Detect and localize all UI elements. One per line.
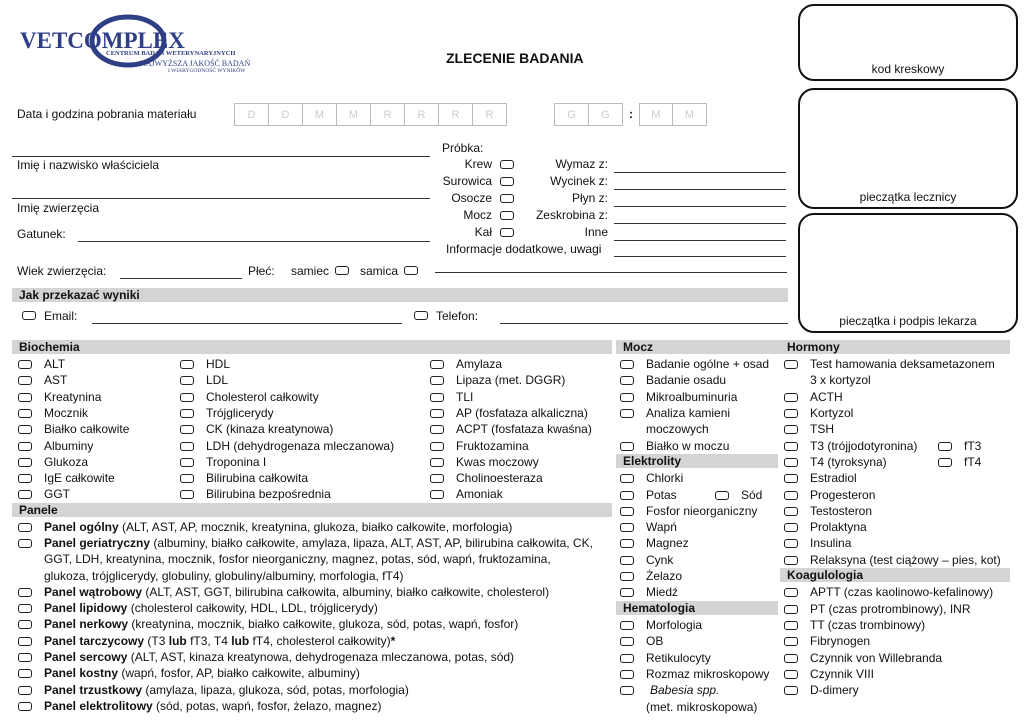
biochem-col3-item-checkbox[interactable] [430, 474, 444, 483]
electrolyte-item-checkbox[interactable] [620, 556, 634, 565]
electrolyte-item-checkbox[interactable] [620, 507, 634, 516]
email-checkbox[interactable] [22, 311, 36, 320]
hormone-item-checkbox[interactable] [784, 523, 798, 532]
biochem-col1-item-label: ALT [44, 357, 66, 371]
biochem-col3-item-label: Amoniak [456, 487, 503, 502]
panel-label [44, 519, 512, 535]
sample-label: Próbka: [442, 141, 484, 155]
panel-name: Panel trzustkowy [44, 683, 143, 697]
panel-desc-part: fT4, cholesterol całkowity) [249, 634, 391, 648]
coagulation-item-checkbox[interactable] [784, 621, 798, 630]
biochem-col3-item-checkbox[interactable] [430, 376, 444, 385]
electrolyte-item-label: Potas [646, 488, 677, 502]
biochem-col1-item-label: Kreatynina [44, 389, 102, 404]
panel-label [44, 682, 409, 698]
hormones-header: Hormony [780, 340, 1010, 354]
urine-item-label: Badanie osadu [646, 373, 727, 387]
date-cell[interactable]: M [303, 103, 337, 126]
page-title: ZLECENIE BADANIA [446, 50, 584, 66]
hormone-item-label: Testosteron [810, 504, 873, 518]
electrolyte-item-checkbox[interactable] [620, 491, 634, 500]
electrolyte-item-label: Magnez [646, 536, 689, 550]
biopsy-label: Wycinek z: [550, 174, 608, 188]
biochem-col1-item-label: Mocznik [44, 405, 89, 420]
hematology-item-checkbox[interactable] [620, 621, 634, 630]
biochem-col1-item-checkbox[interactable] [18, 393, 32, 402]
biochem-col2-item-checkbox[interactable] [180, 490, 194, 499]
hematology-item-label: Morfologia [646, 618, 703, 632]
panel-checkbox[interactable] [18, 669, 32, 678]
hormone-item-checkbox[interactable] [784, 556, 798, 565]
hormone-item-label: T3 (trójjodotyronina) [810, 439, 918, 453]
panel-label [44, 584, 549, 600]
owner-field[interactable] [12, 198, 430, 199]
sample-plasma-label: Osocze [451, 191, 492, 205]
male-label: samiec [291, 264, 330, 278]
hormone-item-checkbox[interactable] [938, 442, 952, 451]
biochem-col2-item-label: Bilirubina bezpośrednia [206, 487, 331, 502]
panel-desc: (albuminy, białko całkowite, amylaza, lipaza, ALT, AST, AP, bilirubina całkowita, CK, [150, 536, 593, 550]
hematology-item-checkbox[interactable] [620, 686, 634, 695]
electrolyte-item-label: Wapń [646, 520, 677, 534]
sex-label: Płeć: [248, 264, 275, 278]
panel-label [44, 633, 395, 649]
coagulation-item-label: Fibrynogen [810, 634, 871, 648]
panel-desc-cont: glukoza, trójglicerydy, globuliny, globuliny/albuminy, morfologia, fT4) [44, 568, 404, 583]
hormone-item-label: TSH [810, 422, 834, 436]
swab-field[interactable] [614, 172, 786, 173]
biochem-col1-item-label: Albuminy [44, 438, 94, 453]
date-cell[interactable]: R [439, 103, 473, 126]
biochem-col2-item-checkbox[interactable] [180, 393, 194, 402]
biochem-col2-item-checkbox[interactable] [180, 458, 194, 467]
coagulation-item-label: PT (czas protrombinowy), INR [810, 602, 971, 616]
panel-desc-part: (T3 [144, 634, 169, 648]
biochem-header: Biochemia [12, 340, 612, 354]
logo-line1: CENTRUM BADAŃ WETERYNARYJNYCH [106, 50, 236, 57]
panel-desc-part: * [390, 634, 396, 648]
biochem-col1-item-checkbox[interactable] [18, 490, 32, 499]
panel-name: Panel geriatryczny [44, 536, 151, 550]
biochem-col3-item-label: Amylaza [456, 357, 503, 371]
hormone-item-checkbox[interactable] [938, 458, 952, 467]
biochem-col3-item-checkbox[interactable] [430, 425, 444, 434]
collection-label: Data i godzina pobrania materiału [17, 107, 197, 121]
coagulation-header: Koagulologia [780, 568, 1010, 582]
sample-feces-checkbox[interactable] [500, 228, 514, 237]
hematology-item-label: OB [646, 634, 664, 648]
extra-info-field[interactable] [614, 256, 786, 257]
time-cell[interactable]: M [673, 103, 707, 126]
urine-item-checkbox[interactable] [620, 360, 634, 369]
panels-header: Panele [12, 503, 612, 517]
hormone-item-label: Relaksyna (test ciążowy – pies, kot) [810, 553, 1001, 567]
electrolyte-item-label: Żelazo [646, 569, 683, 583]
hematology-item-label: Retikulocyty [646, 651, 711, 665]
biochem-col3-item-checkbox[interactable] [430, 393, 444, 402]
biochem-col2-item-label: HDL [206, 357, 231, 371]
panel-desc: (kreatynina, mocznik, białko całkowite, glukoza, sód, potas, wapń, fosfor) [128, 617, 519, 631]
hormone-item-label: Insulina [810, 536, 852, 550]
sample-serum-checkbox[interactable] [500, 177, 514, 186]
biochem-col1-item-checkbox[interactable] [18, 409, 32, 418]
male-checkbox[interactable] [335, 266, 349, 275]
sample-serum-label: Surowica [442, 174, 492, 188]
panel-label [44, 649, 514, 665]
panel-name: Panel sercowy [44, 650, 128, 664]
hormone-item-label: 3 x kortyzol [810, 373, 871, 387]
biochem-col1-item-checkbox[interactable] [18, 458, 32, 467]
female-label: samica [360, 264, 399, 278]
panel-checkbox[interactable] [18, 604, 32, 613]
coagulation-item-checkbox[interactable] [784, 686, 798, 695]
biochem-col3-item-checkbox[interactable] [430, 458, 444, 467]
phone-checkbox[interactable] [414, 311, 428, 320]
urine-item-label: Analiza kamieni [646, 406, 731, 420]
hormone-item-label: Estradiol [810, 471, 857, 485]
urine-item-checkbox[interactable] [620, 393, 634, 402]
electrolyte-item-checkbox[interactable] [620, 539, 634, 548]
logo [20, 14, 260, 76]
electrolyte-item-checkbox[interactable] [715, 491, 729, 500]
biochem-col3-item-label: ACPT (fosfataza kwaśna) [456, 422, 592, 437]
hormone-item-checkbox[interactable] [784, 458, 798, 467]
hormone-item-label: Prolaktyna [810, 520, 867, 534]
hormone-item-label: T4 (tyroksyna) [810, 455, 887, 469]
biochem-col2-item-checkbox[interactable] [180, 442, 194, 451]
coagulation-item-checkbox[interactable] [784, 654, 798, 663]
phone-label: Telefon: [436, 309, 479, 323]
hormone-item-label: Progesteron [810, 488, 876, 502]
urine-item-label: Mikroalbuminuria [646, 390, 738, 404]
panel-label [44, 698, 382, 714]
hematology-item-checkbox[interactable] [620, 654, 634, 663]
biochem-col3-item-label: Cholinoesteraza [456, 471, 543, 486]
hematology-item-checkbox[interactable] [620, 670, 634, 679]
date-cell[interactable]: R [371, 103, 405, 126]
biochem-col3-item-label: Kwas moczowy [456, 454, 539, 469]
electrolyte-item-label: Miedź [646, 585, 679, 599]
hormone-item-label: fT4 [964, 455, 982, 469]
urine-item-checkbox[interactable] [620, 376, 634, 385]
phone-field[interactable] [500, 323, 788, 324]
hormone-item-checkbox[interactable] [784, 442, 798, 451]
biochem-col3-item-label: AP (fosfataza alkaliczna) [456, 405, 588, 420]
other-label: Inne [584, 225, 608, 239]
hematology-item-label: (met. mikroskopowa) [646, 700, 758, 714]
biochem-col2-item-label: Trójglicerydy [206, 405, 274, 420]
species-field[interactable] [78, 241, 430, 242]
hormone-item-checkbox[interactable] [784, 360, 798, 369]
barcode-label: kod kreskowy [871, 62, 945, 76]
panel-desc: (cholesterol całkowity, HDL, LDL, trójglicerydy) [127, 601, 378, 615]
date-input[interactable] [234, 103, 494, 126]
biochem-col1-item-label: Białko całkowite [44, 422, 130, 437]
biochem-col3-item-checkbox[interactable] [430, 360, 444, 369]
hormone-item-checkbox[interactable] [784, 393, 798, 402]
panel-desc-part: lub [231, 634, 250, 648]
date-cell[interactable]: D [235, 103, 269, 126]
panel-label [44, 600, 378, 616]
panel-desc: (amylaza, lipaza, glukoza, sód, potas, morfologia) [142, 683, 409, 697]
hormone-item-checkbox[interactable] [784, 409, 798, 418]
biochem-col1-item-checkbox[interactable] [18, 474, 32, 483]
doctor-stamp-box [798, 213, 1018, 333]
coagulation-item-label: Czynnik VIII [810, 667, 875, 681]
electrolyte-item-label: Fosfor nieorganiczny [646, 504, 758, 518]
hormone-item-checkbox[interactable] [784, 474, 798, 483]
biochem-col3-item-label: TLI [456, 389, 474, 404]
biochem-col2-item-checkbox[interactable] [180, 474, 194, 483]
panel-checkbox[interactable] [18, 637, 32, 646]
panel-name: Panel lipidowy [44, 601, 128, 615]
panel-name: Panel kostny [44, 666, 119, 680]
owner-label: Imię i nazwisko właściciela [17, 158, 160, 172]
biochem-col2-item-checkbox[interactable] [180, 425, 194, 434]
biochem-col3-item-label: Fruktozamina [456, 438, 529, 453]
urine-item-label: moczowych [646, 422, 709, 436]
scraping-field[interactable] [614, 223, 786, 224]
sample-blood-checkbox[interactable] [500, 160, 514, 169]
biochem-col2-item-label: LDH (dehydrogenaza mleczanowa) [206, 438, 395, 453]
coagulation-item-checkbox[interactable] [784, 637, 798, 646]
biochem-col3-item-label: Lipaza (met. DGGR) [456, 373, 566, 388]
time-input[interactable] [554, 103, 695, 126]
fluid-label: Płyn z: [571, 191, 608, 205]
panel-name: Panel tarczycowy [44, 634, 145, 648]
biochem-col3-item-checkbox[interactable] [430, 442, 444, 451]
biochem-col1-item-label: AST [44, 373, 68, 388]
sample-blood-label: Krew [464, 157, 492, 171]
biochem-col2-item-label: Cholesterol całkowity [206, 389, 319, 404]
biochem-col1-item-checkbox[interactable] [18, 425, 32, 434]
clinic-stamp-box [798, 88, 1018, 209]
sample-plasma-checkbox[interactable] [500, 194, 514, 203]
coagulation-item-label: TT (czas trombinowy) [810, 618, 926, 632]
logo-brand: VETCOMPLEX [20, 28, 185, 53]
scraping-label: Zeskrobina z: [535, 208, 608, 222]
panel-label [44, 665, 360, 681]
doctor-stamp-label: pieczątka i podpis lekarza [839, 314, 977, 328]
hormone-item-label: Test hamowania deksametazonem [810, 357, 995, 371]
biochem-col2-item-label: Bilirubina całkowita [206, 471, 309, 486]
hormone-item-checkbox[interactable] [784, 491, 798, 500]
swab-label: Wymaz z: [555, 157, 608, 171]
biochem-col1-item-label: Glukoza [44, 454, 89, 469]
urine-item-checkbox[interactable] [620, 442, 634, 451]
age-label: Wiek zwierzęcia: [17, 264, 107, 278]
time-cell[interactable]: G [589, 103, 623, 126]
panel-checkbox[interactable] [18, 588, 32, 597]
panel-checkbox[interactable] [18, 523, 32, 532]
animal-name-label: Imię zwierzęcia [17, 201, 100, 215]
electrolyte-item-checkbox[interactable] [620, 572, 634, 581]
urine-item-checkbox[interactable] [620, 409, 634, 418]
panel-name: Panel elektrolitowy [44, 699, 153, 713]
notes-field[interactable] [435, 272, 787, 273]
biochem-col2-item-label: Troponina I [206, 454, 267, 469]
hormone-item-label: fT3 [964, 439, 982, 453]
panel-desc: (ALT, AST, AP, mocznik, kreatynina, glukoza, białko całkowite, morfologia) [118, 520, 513, 534]
date-cell[interactable]: M [337, 103, 371, 126]
electrolytes-header: Elektrolity [616, 454, 778, 468]
panel-checkbox[interactable] [18, 539, 32, 548]
coagulation-item-checkbox[interactable] [784, 670, 798, 679]
time-cell[interactable]: G [555, 103, 589, 126]
female-checkbox[interactable] [404, 266, 418, 275]
biochem-col1-item-checkbox[interactable] [18, 360, 32, 369]
coagulation-item-label: Czynnik von Willebranda [810, 651, 943, 665]
panel-desc: (ALT, AST, kinaza kreatynowa, dehydrogenaza mleczanowa, potas, sód) [127, 650, 515, 664]
panel-desc-part: fT3, T4 [186, 634, 232, 648]
panel-checkbox[interactable] [18, 686, 32, 695]
sample-feces-label: Kał [474, 225, 492, 239]
age-field[interactable] [120, 278, 242, 279]
hormone-item-checkbox[interactable] [784, 425, 798, 434]
hormone-item-checkbox[interactable] [784, 539, 798, 548]
electrolyte-item-checkbox[interactable] [620, 588, 634, 597]
electrolyte-item-label: Sód [741, 488, 763, 502]
biochem-col2-item-checkbox[interactable] [180, 360, 194, 369]
panel-label [44, 616, 518, 632]
biochem-col1-item-checkbox[interactable] [18, 376, 32, 385]
panel-checkbox[interactable] [18, 620, 32, 629]
email-label: Email: [44, 309, 78, 323]
electrolyte-item-checkbox[interactable] [620, 523, 634, 532]
date-cell[interactable]: R [473, 103, 507, 126]
biochem-col2-item-label: CK (kinaza kreatynowa) [206, 422, 334, 437]
biochem-col2-item-checkbox[interactable] [180, 376, 194, 385]
hematology-item-label: Babesia spp. [650, 683, 720, 697]
panel-desc: (wapń, fosfor, AP, białko całkowite, albuminy) [118, 666, 360, 680]
coagulation-item-checkbox[interactable] [784, 605, 798, 614]
biochem-col1-item-checkbox[interactable] [18, 442, 32, 451]
panel-desc-part: lub [168, 634, 187, 648]
sample-urine-checkbox[interactable] [500, 211, 514, 220]
panel-name: Panel wątrobowy [44, 585, 143, 599]
clinic-stamp-label: pieczątka lecznicy [859, 190, 957, 204]
panel-checkbox[interactable] [18, 653, 32, 662]
panel-label [44, 535, 593, 551]
biochem-col2-item-checkbox[interactable] [180, 409, 194, 418]
biochem-col3-item-checkbox[interactable] [430, 490, 444, 499]
panel-desc: (sód, potas, wapń, fosfor, żelazo, magnez) [152, 699, 382, 713]
logo-line2: NAJWYŻSZA JAKOŚĆ BADAŃ [140, 59, 251, 68]
panel-desc: (ALT, AST, GGT, bilirubina całkowita, albuminy, białko całkowite, cholesterol) [142, 585, 550, 599]
panel-checkbox[interactable] [18, 702, 32, 711]
panel-name: Panel ogólny [44, 520, 119, 534]
biochem-col1-item-label: IgE całkowite [44, 471, 115, 486]
panel-name: Panel nerkowy [44, 617, 129, 631]
electrolyte-item-checkbox[interactable] [620, 474, 634, 483]
hormone-item-label: ACTH [810, 390, 843, 404]
time-cell[interactable]: M [639, 103, 673, 126]
hematology-item-label: Rozmaz mikroskopowy [646, 667, 770, 681]
logo-line3: I WIARYGODNOŚĆ WYNIKÓW [168, 68, 246, 74]
biopsy-field[interactable] [614, 189, 786, 190]
hematology-item-checkbox[interactable] [620, 637, 634, 646]
extra-info-label: Informacje dodatkowe, uwagi [446, 242, 602, 256]
biochem-col1-item-label: GGT [44, 487, 70, 502]
hematology-header: Hematologia [616, 601, 778, 615]
hormone-item-checkbox[interactable] [784, 507, 798, 516]
delivery-header: Jak przekazać wyniki [12, 288, 788, 302]
electrolyte-item-label: Cynk [646, 553, 674, 567]
time-separator: : [629, 107, 633, 121]
coagulation-item-label: APTT (czas kaolinowo-kefalinowy) [810, 585, 994, 599]
hormone-item-label: Kortyzol [810, 406, 854, 420]
date-cell[interactable]: D [269, 103, 303, 126]
coagulation-item-checkbox[interactable] [784, 588, 798, 597]
urine-header: Mocz [616, 340, 780, 354]
email-field[interactable] [92, 323, 402, 324]
other-field[interactable] [614, 240, 786, 241]
sample-urine-label: Mocz [463, 208, 492, 222]
biochem-col3-item-checkbox[interactable] [430, 409, 444, 418]
species-label: Gatunek: [17, 227, 66, 241]
fluid-field[interactable] [614, 206, 786, 207]
urine-item-label: Białko w moczu [646, 439, 730, 453]
date-cell[interactable]: R [405, 103, 439, 126]
urine-item-label: Badanie ogólne + osad [646, 357, 770, 371]
electrolyte-item-label: Chlorki [646, 471, 684, 485]
panel-desc-cont: GGT, LDH, kreatynina, mocznik, fosfor nieorganiczny, magnez, potas, sód, wapń, fruktozamina, [44, 552, 551, 567]
biochem-col2-item-label: LDL [206, 373, 229, 388]
barcode-box [798, 4, 1018, 81]
coagulation-item-label: D-dimery [810, 683, 859, 697]
